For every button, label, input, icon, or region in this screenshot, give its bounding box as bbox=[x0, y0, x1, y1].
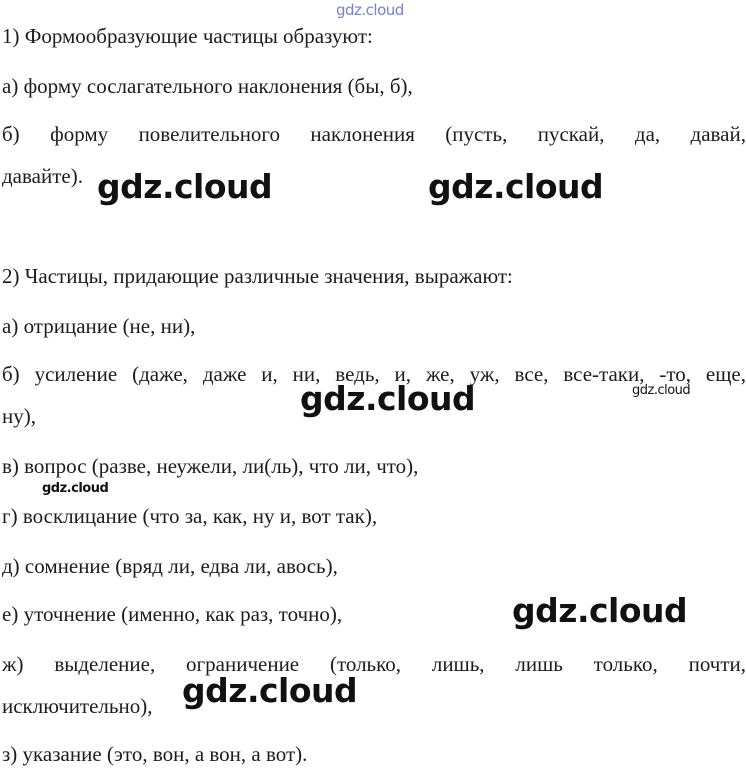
watermark-small-2: gdz.cloud bbox=[42, 481, 109, 496]
section2-item-z: з) указание (это, вон, а вон, а вот). bbox=[2, 742, 308, 766]
section2-item-d: д) сомнение (вряд ли, едва ли, авось), bbox=[2, 554, 338, 578]
section2-item-zh-line1: ж) выделение, ограничение (только, лишь, лишь только, почти, bbox=[2, 652, 746, 676]
watermark-5: gdz.cloud bbox=[182, 671, 358, 710]
section1-item-b-line2: давайте). bbox=[2, 164, 83, 188]
watermark-top: gdz.cloud bbox=[336, 1, 404, 19]
section2-item-e: е) уточнение (именно, как раз, точно), bbox=[2, 602, 343, 626]
section2-heading: 2) Частицы, придающие различные значения, выражают: bbox=[2, 264, 513, 288]
section2-item-b-line1: б) усиление (даже, даже и, ни, ведь, и, же, уж, все, все-таки, -то, еще, bbox=[2, 362, 746, 386]
section2-item-zh-line2: исключительно), bbox=[2, 694, 153, 718]
watermark-small-1: gdz.cloud bbox=[632, 383, 691, 398]
watermark-1: gdz.cloud bbox=[97, 167, 273, 206]
section1-item-a: а) форму сослагательного наклонения (бы, б), bbox=[2, 74, 413, 98]
watermark-2: gdz.cloud bbox=[428, 167, 604, 206]
section2-item-g: г) восклицание (что за, как, ну и, вот так), bbox=[2, 504, 378, 528]
section1-item-b-line1: б) форму повелительного наклонения (пусть, пускай, да, давай, bbox=[2, 122, 746, 146]
section2-item-v: в) вопрос (разве, неужели, ли(ль), что ли, что), bbox=[2, 454, 419, 478]
watermark-4: gdz.cloud bbox=[512, 591, 688, 630]
watermark-3: gdz.cloud bbox=[300, 379, 476, 418]
section1-heading: 1) Формообразующие частицы образуют: bbox=[2, 24, 373, 48]
section2-item-b-line2: ну), bbox=[2, 404, 36, 428]
section2-item-a: а) отрицание (не, ни), bbox=[2, 314, 196, 338]
